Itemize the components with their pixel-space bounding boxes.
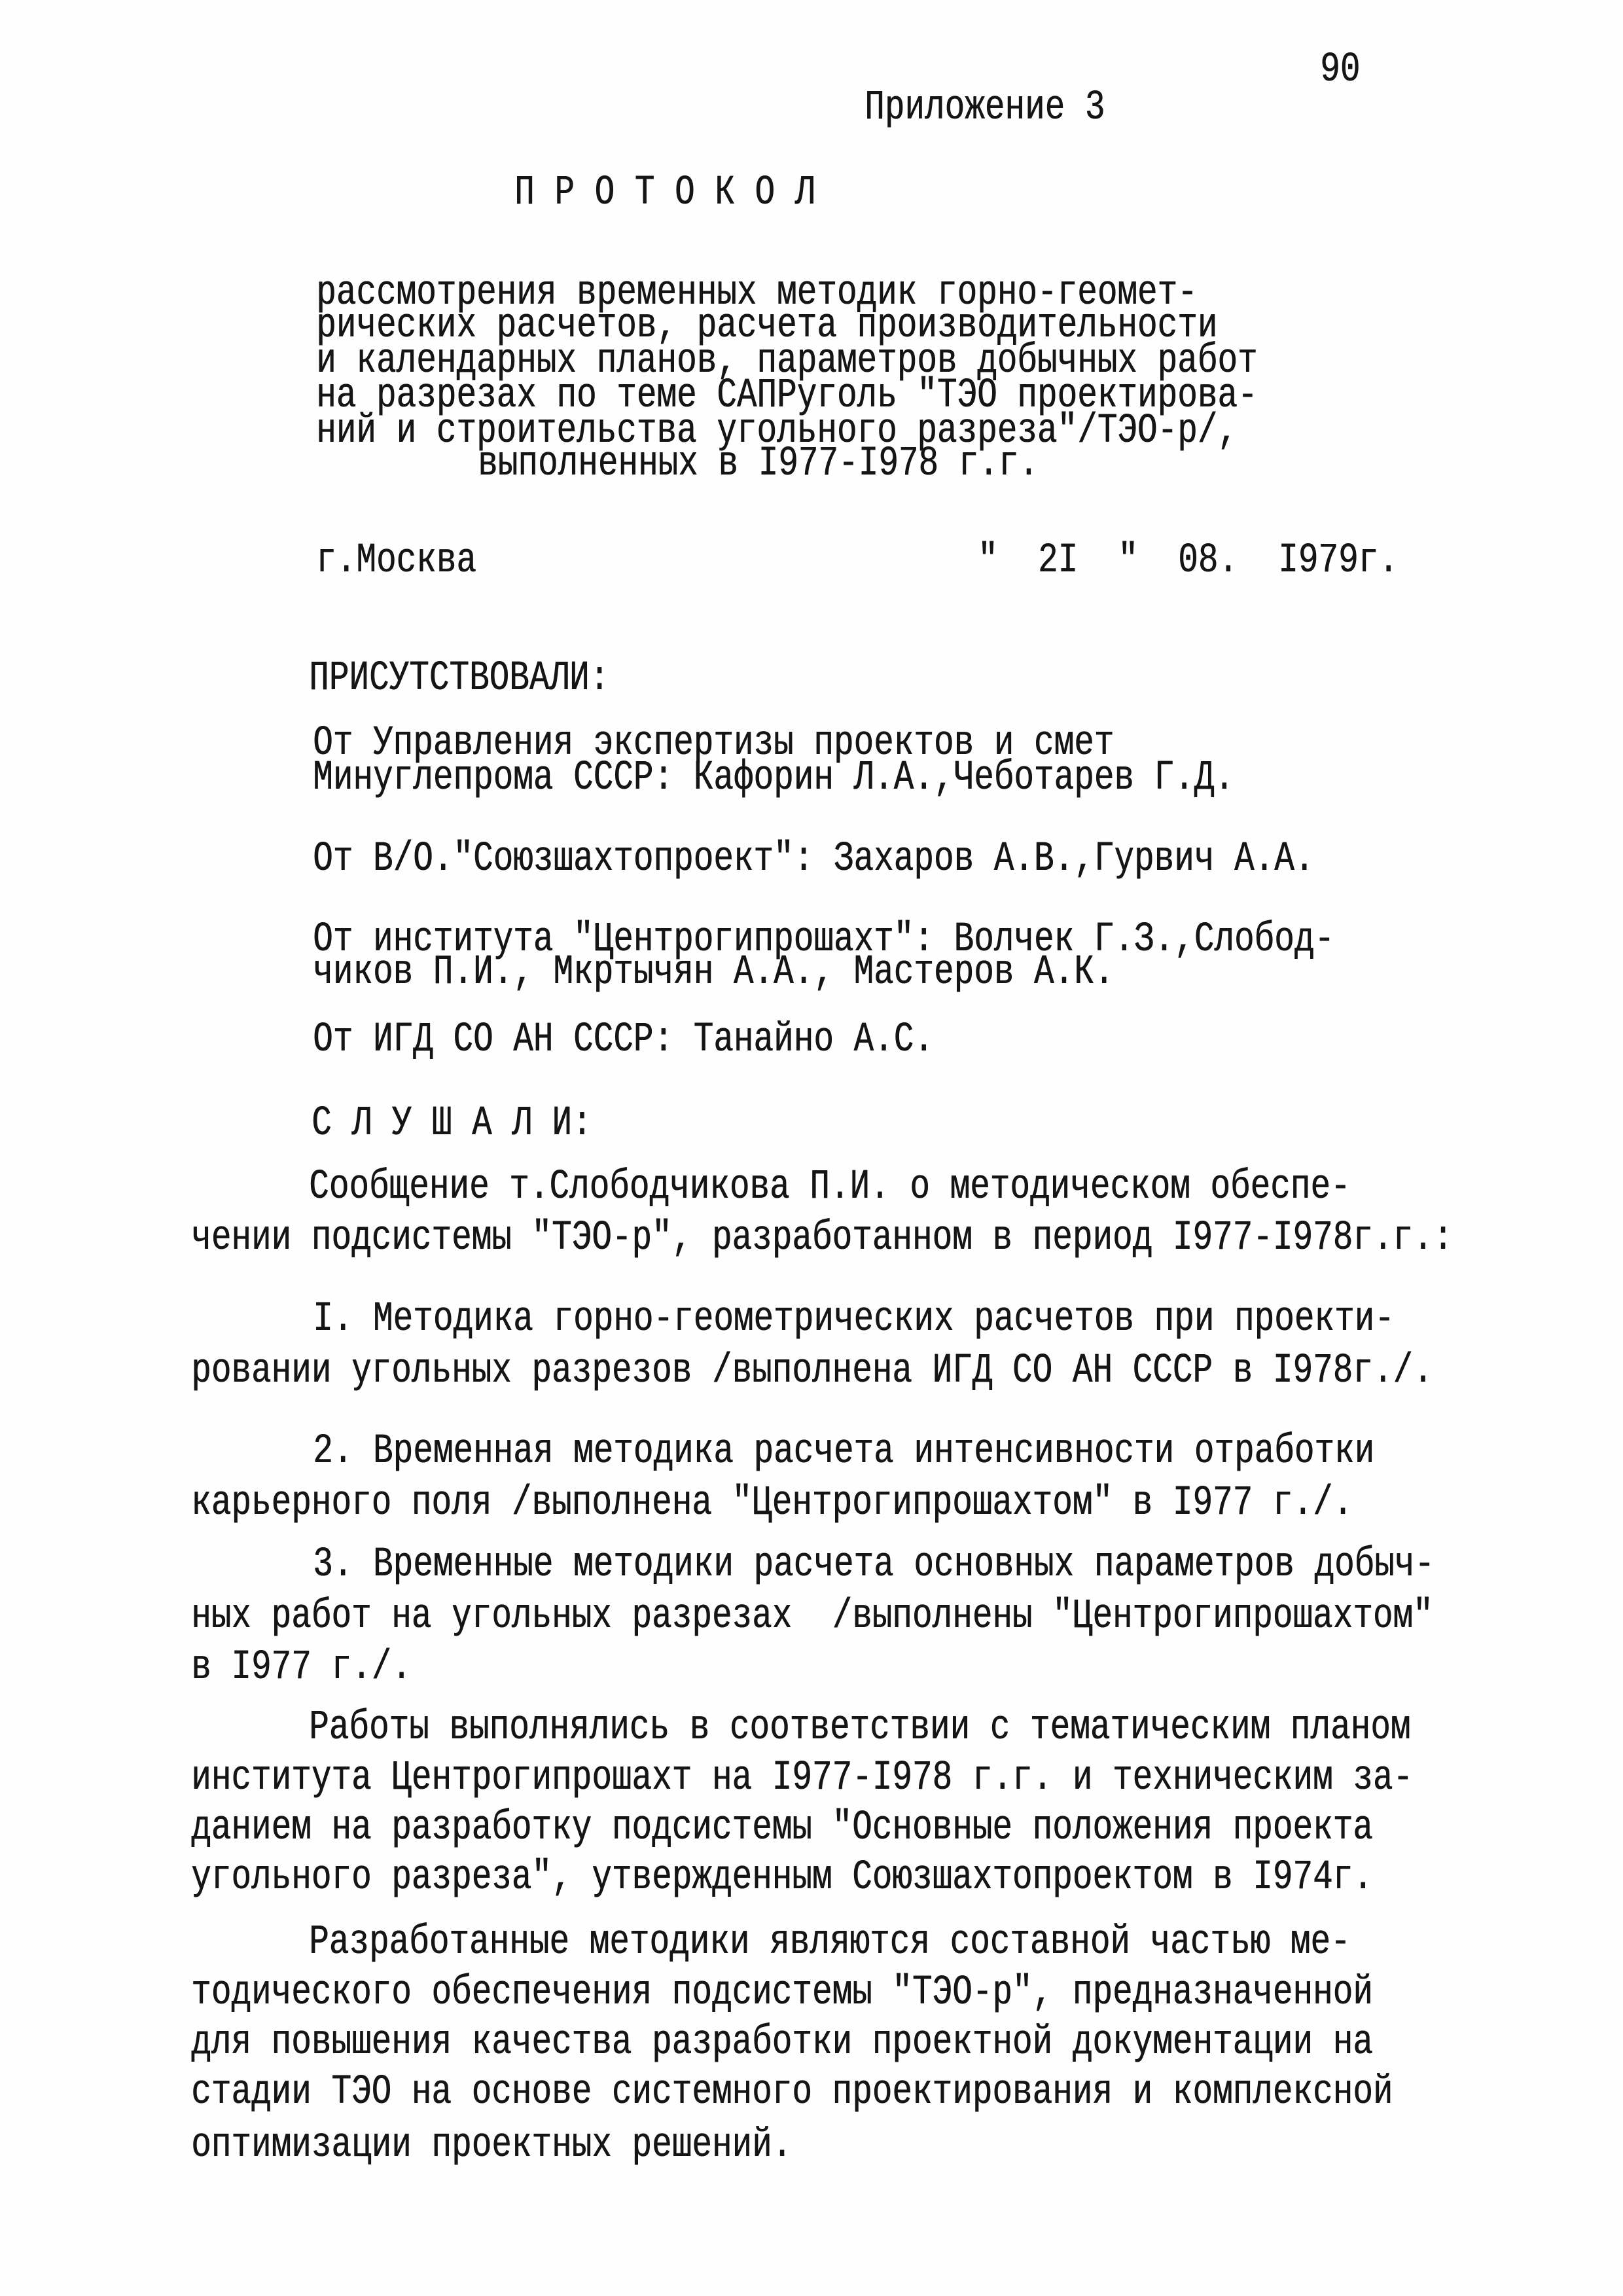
place: г.Москва [316,537,476,584]
page-number: 90 [1320,46,1361,94]
date: " 2I " 08. I979г. [978,537,1399,584]
paragraph-line: карьерного поля /выполнена "Центрогипрошахтом" в I977 г./. [191,1480,1353,1527]
attendee-line: Минуглепрома СССР: Кафорин Л.А.,Чеботарев Г.Д. [313,755,1234,802]
document-title: П Р О Т О К О Л [514,170,815,217]
attendees-heading: ПРИСУТСТВОВАЛИ: [309,655,610,702]
paragraph-line: ных работ на угольных разрезах /выполнены "Центрогипрошахтом" [191,1593,1433,1640]
subject-line: выполненных в I977-I978 г.г. [478,440,1039,488]
paragraph-line: оптимизации проектных решений. [191,2122,793,2169]
attendee-line: От Управления экспертизы проектов и смет [313,720,1115,767]
paragraph-line: Сообщение т.Слободчикова П.И. о методическом обеспе- [309,1164,1351,1211]
paragraph-line: 3. Временные методики расчета основных параметров добыч- [313,1541,1435,1588]
heard-heading: С Л У Ш А Л И: [312,1100,592,1147]
appendix-label: Приложение 3 [865,84,1105,132]
subject-line: рассмотрения временных методик горно-геомет- [316,270,1198,317]
attendee-line: От ИГД СО АН СССР: Танайно А.С. [313,1016,934,1064]
paragraph-line: Работы выполнялись в соответствии с тематическим планом [309,1704,1411,1751]
paragraph-line: I. Методика горно-геометрических расчетов при проекти- [313,1296,1395,1343]
attendee-line: От института "Центрогипрошахт": Волчек Г.З.,Слобод- [313,916,1334,963]
paragraph-line: чении подсистемы "ТЭО-р", разработанном в период I977-I978г.г.: [191,1215,1454,1262]
subject-line: на разрезах по теме САПРуголь "ТЭО проектирова- [316,372,1258,420]
paragraph-line: Разработанные методики являются составной частью ме- [309,1919,1351,1966]
paragraph-line: в I977 г./. [191,1644,412,1691]
paragraph-line: института Центрогипрошахт на I977-I978 г.г. и техническим за- [191,1755,1413,1802]
subject-line: рических расчетов, расчета производительности [316,302,1218,350]
subject-line: ний и строительства угольного разреза"/ТЭО-р/, [316,408,1238,455]
subject-line: и календарных планов, параметров добычных работ [316,338,1258,385]
paragraph-line: для повышения качества разработки проектной документации на [191,2019,1373,2066]
attendee-line: От В/О."Союзшахтопроект": Захаров А.В.,Гурвич А.А. [313,836,1315,883]
paragraph-line: стадии ТЭО на основе системного проектирования и комплексной [191,2069,1393,2116]
attendee-line: чиков П.И., Мкртычян А.А., Мастеров А.К. [313,949,1115,996]
paragraph-line: ровании угольных разрезов /выполнена ИГД СО АН СССР в I978г./. [191,1348,1433,1395]
paragraph-line: 2. Временная методика расчета интенсивности отработки [313,1428,1375,1475]
paragraph-line: тодического обеспечения подсистемы "ТЭО-р", предназначенной [191,1969,1373,2017]
paragraph-line: угольного разреза", утвержденным Союзшахтопроектом в I974г. [191,1854,1373,1901]
paragraph-line: данием на разработку подсистемы "Основные положения проекта [191,1804,1373,1852]
